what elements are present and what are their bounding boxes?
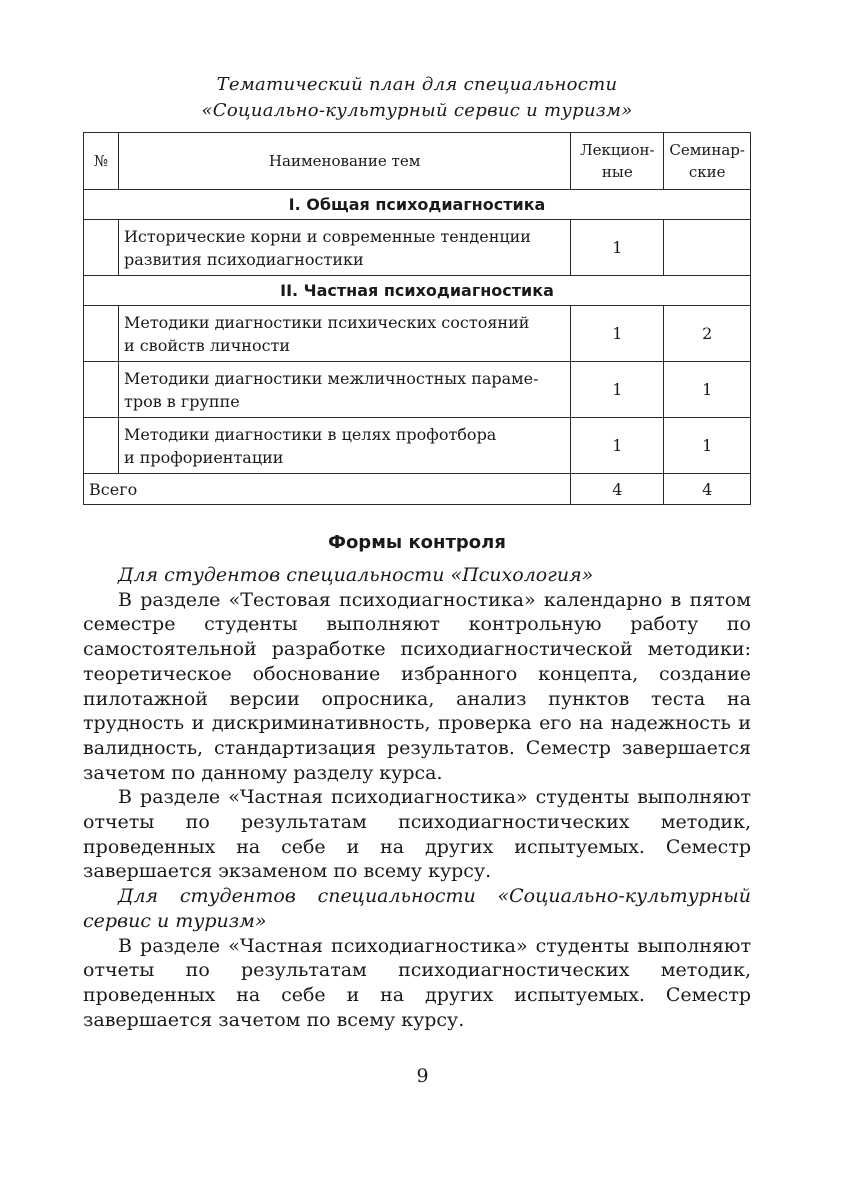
section-row-specific [84, 276, 751, 306]
tourism-intro: Для студентов специальности «Социально-культурный сервис и туризм» [83, 885, 751, 932]
header-name: Наименование тем [118, 133, 570, 190]
row-topic [118, 306, 570, 362]
total-seminars: 4 [664, 474, 751, 505]
section-title: II. Частная психодиагностика [84, 276, 751, 306]
page-number: 9 [416, 1065, 429, 1087]
row-num [84, 418, 119, 474]
header-seminars-line2: ские [688, 163, 726, 181]
row-topic-line2: тров в группе [123, 391, 240, 411]
section-title: I. Общая психодиагностика [84, 190, 751, 220]
header-lectures-line2: ные [601, 163, 633, 181]
row-topic-line1: Методики диагностики психических состояний [123, 312, 530, 332]
row-topic [118, 418, 570, 474]
row-seminars [664, 220, 751, 276]
row-lectures: 1 [571, 418, 664, 474]
header-lectures [571, 133, 664, 190]
header-seminars-line1: Семинар- [669, 141, 745, 159]
row-seminars: 1 [664, 418, 751, 474]
table-row [84, 220, 751, 276]
total-lectures: 4 [571, 474, 664, 505]
psychology-paragraph-2: В разделе «Частная психодиагностика» студенты выполняют отчеты по результатам психодиагностических методик, проведенных на себе и на других испытуемых. Семестр завершается экзаменом по всему курсу. [83, 786, 751, 883]
row-topic [118, 362, 570, 418]
plan-title [83, 72, 751, 124]
psychology-paragraph-1: В разделе «Тестовая психодиагностика» календарно в пятом семестре студенты выполняют контрольную работу по самостоятельной разработке психодиагностической методики: теоретическое обоснование избранного концепта, создание пилотажной версии опросника, анализ пунктов теста на трудность и дискриминативность, проверка его на надежность и валидность, стандартизация результатов. Семестр завершается зачетом по данному разделу курса. [83, 588, 751, 784]
section-row-general [84, 190, 751, 220]
row-topic-line1: Методики диагностики межличностных параме- [123, 368, 539, 388]
row-num [84, 362, 119, 418]
psychology-intro: Для студентов специальности «Психология» [118, 564, 594, 586]
tourism-paragraph-1: В разделе «Частная психодиагностика» студенты выполняют отчеты по результатам психодиагностических методик, проведенных на себе и на других испытуемых. Семестр завершается зачетом по всему курсу. [83, 934, 751, 1031]
row-seminars: 2 [664, 306, 751, 362]
row-topic [118, 220, 570, 276]
row-topic-line2: и профориентации [123, 447, 284, 467]
table-row [84, 306, 751, 362]
total-row [84, 474, 751, 505]
plan-title-line1: Тематический план для специальности [216, 74, 618, 95]
header-seminars [664, 133, 751, 190]
row-topic-line1: Методики диагностики в целях профотбора [123, 424, 497, 444]
thematic-plan-table [83, 132, 751, 505]
total-label: Всего [84, 474, 571, 505]
row-lectures: 1 [571, 306, 664, 362]
row-seminars: 1 [664, 362, 751, 418]
row-topic-line1: Исторические корни и современные тенденции [123, 226, 531, 246]
row-num [84, 220, 119, 276]
row-topic-line2: развития психодиагностики [123, 249, 364, 269]
table-header-row [84, 133, 751, 190]
row-topic-line2: и свойств личности [123, 335, 291, 355]
page-content [83, 72, 751, 1032]
table-row [84, 362, 751, 418]
header-num: № [84, 133, 119, 190]
header-lectures-line1: Лекцион- [580, 141, 655, 159]
forms-heading: Формы контроля [328, 532, 506, 553]
row-lectures: 1 [571, 362, 664, 418]
plan-title-line2: «Социально-культурный сервис и туризм» [201, 100, 633, 121]
table-row [84, 418, 751, 474]
row-lectures: 1 [571, 220, 664, 276]
row-num [84, 306, 119, 362]
